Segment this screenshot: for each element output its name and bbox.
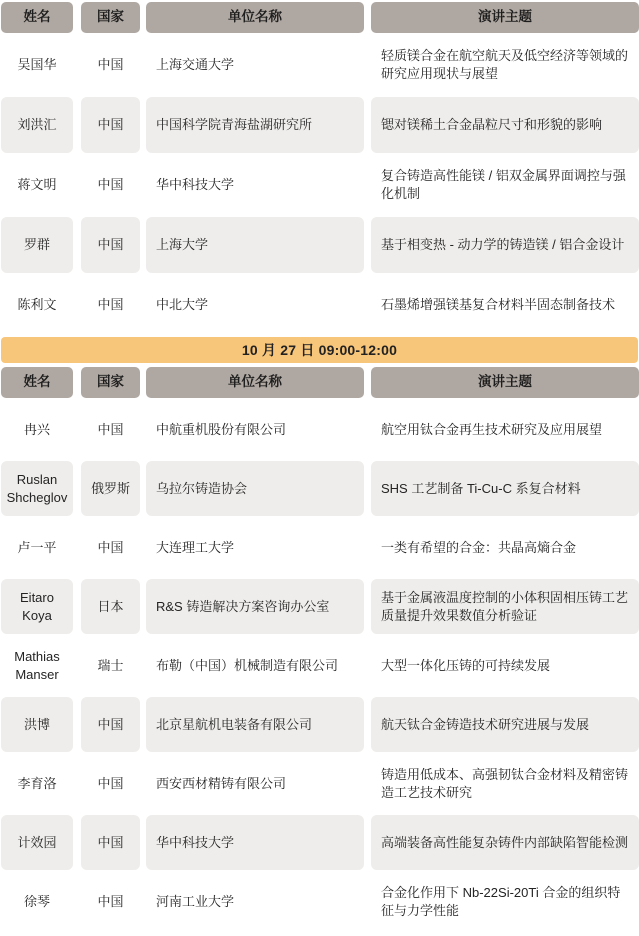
cell-organization: 中北大学 (156, 297, 209, 313)
cell-country: 日本 (81, 579, 140, 634)
cell-name: 冉兴 (23, 421, 50, 437)
cell-topic: 航天钛合金铸造技术研究进展与发展 (371, 697, 639, 752)
table-row (1, 217, 639, 273)
cell-topic: 轻质镁合金在航空航天及低空经济等领域的研究应用现状与展望 (381, 48, 629, 81)
cell-organization: 北京星航机电装备有限公司 (146, 697, 364, 752)
cell-topic: 合金化作用下 Nb-22Si-20Ti 合金的组织特征与力学性能 (381, 884, 621, 918)
column-header-name: 姓名 (1, 2, 73, 33)
table-row (1, 579, 639, 634)
cell-organization: 华中科技大学 (156, 177, 235, 193)
cell-organization: 中航重机股份有限公司 (156, 421, 287, 437)
column-header-organization: 单位名称 (146, 2, 364, 33)
cell-topic: SHS 工艺制备 Ti-Cu-C 系复合材料 (371, 461, 639, 516)
session-banner: 10 月 27 日 09:00-12:00 (1, 337, 638, 363)
cell-name: 蒋文明 (17, 177, 57, 193)
cell-name: Mathias Manser (14, 648, 60, 682)
cell-organization: 大连理工大学 (156, 539, 235, 555)
cell-name: 罗群 (1, 217, 73, 273)
column-header-topic: 演讲主题 (371, 367, 639, 398)
cell-organization: 河南工业大学 (156, 893, 235, 909)
cell-name: 吴国华 (17, 57, 57, 73)
cell-country: 中国 (97, 57, 124, 73)
cell-name: 陈利文 (17, 297, 57, 313)
column-header-organization: 单位名称 (146, 367, 364, 398)
column-header-topic: 演讲主题 (371, 2, 639, 33)
table-header-row (1, 367, 639, 398)
cell-name: 洪博 (1, 697, 73, 752)
cell-topic: 石墨烯增强镁基复合材料半固态制备技术 (381, 297, 616, 313)
cell-organization: 西安西材精铸有限公司 (156, 775, 287, 791)
cell-topic: 复合铸造高性能镁 / 铝双金属界面调控与强化机制 (381, 168, 626, 201)
cell-organization: 中国科学院青海盐湖研究所 (146, 97, 364, 153)
cell-name: 徐琴 (23, 893, 50, 909)
column-header-name: 姓名 (1, 367, 73, 398)
table-row (1, 756, 639, 811)
session-section-2 (1, 367, 639, 929)
cell-country: 中国 (81, 97, 140, 153)
cell-topic: 铸造用低成本、高强韧钛合金材料及精密铸造工艺技术研究 (381, 766, 629, 800)
column-header-country: 国家 (81, 367, 140, 398)
cell-country: 俄罗斯 (81, 461, 140, 516)
session-section-1 (1, 2, 639, 333)
cell-country: 瑞士 (97, 657, 124, 673)
cell-country: 中国 (97, 775, 124, 791)
column-header-country: 国家 (81, 2, 140, 33)
table-row (1, 697, 639, 752)
cell-topic: 一类有希望的合金：共晶高熵合金 (381, 539, 577, 555)
table-row (1, 277, 639, 333)
cell-country: 中国 (97, 893, 124, 909)
cell-topic: 基于金属液温度控制的小体积固相压铸工艺质量提升效果数值分析验证 (371, 579, 639, 634)
cell-name: 计效园 (1, 815, 73, 870)
cell-country: 中国 (97, 421, 124, 437)
table-row (1, 97, 639, 153)
cell-organization: R&S 铸造解决方案咨询办公室 (146, 579, 364, 634)
cell-name: Ruslan Shcheglov (1, 461, 73, 516)
cell-country: 中国 (97, 297, 124, 313)
cell-topic: 航空用钛合金再生技术研究及应用展望 (381, 421, 603, 437)
cell-organization: 华中科技大学 (146, 815, 364, 870)
cell-topic: 锶对镁稀土合金晶粒尺寸和形貌的影响 (371, 97, 639, 153)
table-row (1, 37, 639, 93)
cell-country: 中国 (81, 815, 140, 870)
cell-organization: 布勒（中国）机械制造有限公司 (156, 657, 339, 673)
cell-name: Eitaro Koya (1, 579, 73, 634)
cell-name: 刘洪汇 (1, 97, 73, 153)
table-row (1, 402, 639, 457)
cell-topic: 基于相变热 - 动力学的铸造镁 / 铝合金设计 (371, 217, 639, 273)
cell-country: 中国 (97, 539, 124, 555)
cell-topic: 大型一体化压铸的可持续发展 (381, 657, 551, 673)
table-row (1, 461, 639, 516)
cell-country: 中国 (81, 217, 140, 273)
cell-name: 卢一平 (17, 539, 57, 555)
cell-topic: 高端装备高性能复杂铸件内部缺陷智能检测 (371, 815, 639, 870)
table-header-row (1, 2, 639, 33)
cell-organization: 上海大学 (146, 217, 364, 273)
table-row (1, 638, 639, 693)
cell-name: 李育洛 (17, 775, 57, 791)
cell-organization: 乌拉尔铸造协会 (146, 461, 364, 516)
table-row (1, 874, 639, 929)
cell-country: 中国 (97, 177, 124, 193)
table-row (1, 520, 639, 575)
table-row (1, 157, 639, 213)
table-row (1, 815, 639, 870)
cell-organization: 上海交通大学 (156, 57, 235, 73)
cell-country: 中国 (81, 697, 140, 752)
